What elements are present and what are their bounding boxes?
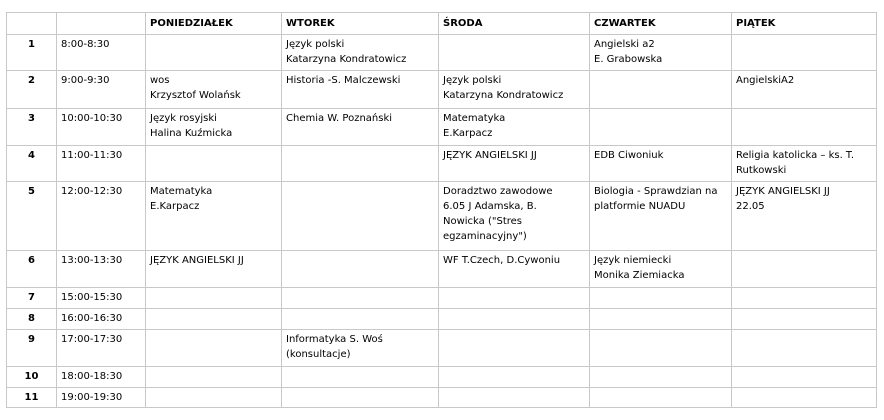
lesson-number: 3: [7, 109, 57, 146]
header-time: [57, 13, 146, 35]
lesson-number: 8: [7, 309, 57, 330]
cell-friday: [732, 367, 877, 388]
lesson-number: 1: [7, 35, 57, 71]
cell-monday: Matematyka E.Karpacz: [146, 182, 282, 251]
cell-thursday: [590, 367, 732, 388]
table-row: [7, 182, 877, 251]
lesson-number: 4: [7, 146, 57, 182]
cell-wednesday: Matematyka E.Karpacz: [439, 109, 590, 146]
cell-wednesday: [439, 309, 590, 330]
table-row: [7, 309, 877, 330]
cell-tuesday: [282, 182, 439, 251]
cell-wednesday: JĘZYK ANGIELSKI JJ: [439, 146, 590, 182]
cell-friday: [732, 388, 877, 408]
table-row: [7, 146, 877, 182]
cell-tuesday: [282, 309, 439, 330]
cell-thursday: EDB Ciwoniuk: [590, 146, 732, 182]
cell-thursday: [590, 330, 732, 367]
cell-monday: [146, 35, 282, 71]
header-friday: PIĄTEK: [732, 13, 877, 35]
cell-friday: JĘZYK ANGIELSKI JJ 22.05: [732, 182, 877, 251]
cell-thursday: [590, 288, 732, 309]
cell-friday: AngielskiA2: [732, 71, 877, 109]
cell-friday: [732, 109, 877, 146]
lesson-time: 17:00-17:30: [57, 330, 146, 367]
cell-friday: [732, 251, 877, 288]
lesson-number: 2: [7, 71, 57, 109]
cell-thursday: Biologia - Sprawdzian na platformie NUADU: [590, 182, 732, 251]
cell-monday: [146, 388, 282, 408]
lesson-time: 18:00-18:30: [57, 367, 146, 388]
cell-tuesday: [282, 367, 439, 388]
cell-thursday: [590, 388, 732, 408]
table-row: [7, 388, 877, 408]
cell-monday: wos Krzysztof Wolańsk: [146, 71, 282, 109]
table-row: [7, 35, 877, 71]
cell-friday: [732, 330, 877, 367]
cell-monday: JĘZYK ANGIELSKI JJ: [146, 251, 282, 288]
cell-monday: [146, 288, 282, 309]
cell-tuesday: Język polski Katarzyna Kondratowicz: [282, 35, 439, 71]
lesson-time: 11:00-11:30: [57, 146, 146, 182]
table-row: [7, 330, 877, 367]
cell-monday: [146, 309, 282, 330]
lesson-number: 11: [7, 388, 57, 408]
cell-friday: [732, 288, 877, 309]
cell-tuesday: [282, 251, 439, 288]
cell-thursday: Angielski a2 E. Grabowska: [590, 35, 732, 71]
cell-monday: [146, 146, 282, 182]
cell-monday: [146, 330, 282, 367]
lesson-time: 13:00-13:30: [57, 251, 146, 288]
table-row: [7, 109, 877, 146]
lesson-number: 10: [7, 367, 57, 388]
header-thursday: CZWARTEK: [590, 13, 732, 35]
cell-friday: [732, 309, 877, 330]
cell-tuesday: [282, 288, 439, 309]
cell-wednesday: [439, 388, 590, 408]
lesson-time: 19:00-19:30: [57, 388, 146, 408]
cell-tuesday: Chemia W. Poznański: [282, 109, 439, 146]
header-tuesday: WTOREK: [282, 13, 439, 35]
table-row: [7, 367, 877, 388]
header-wednesday: ŚRODA: [439, 13, 590, 35]
cell-thursday: [590, 309, 732, 330]
table-row: [7, 71, 877, 109]
cell-tuesday: [282, 388, 439, 408]
lesson-time: 10:00-10:30: [57, 109, 146, 146]
lesson-time: 12:00-12:30: [57, 182, 146, 251]
lesson-time: 8:00-8:30: [57, 35, 146, 71]
cell-wednesday: [439, 330, 590, 367]
cell-wednesday: [439, 367, 590, 388]
lesson-number: 7: [7, 288, 57, 309]
table-row: [7, 288, 877, 309]
table-row: [7, 251, 877, 288]
cell-tuesday: Historia -S. Malczewski: [282, 71, 439, 109]
cell-wednesday: Język polski Katarzyna Kondratowicz: [439, 71, 590, 109]
cell-wednesday: [439, 288, 590, 309]
lesson-number: 6: [7, 251, 57, 288]
cell-thursday: Język niemiecki Monika Ziemiacka: [590, 251, 732, 288]
lesson-time: 15:00-15:30: [57, 288, 146, 309]
lesson-time: 9:00-9:30: [57, 71, 146, 109]
cell-tuesday: Informatyka S. Woś (konsultacje): [282, 330, 439, 367]
cell-tuesday: [282, 146, 439, 182]
cell-wednesday: Doradztwo zawodowe 6.05 J Adamska, B. Nowicka ("Stres egzaminacyjny"): [439, 182, 590, 251]
schedule-container: [6, 12, 877, 408]
header-row: [7, 13, 877, 35]
cell-monday: Język rosyjski Halina Kuźmicka: [146, 109, 282, 146]
header-number: [7, 13, 57, 35]
lesson-time: 16:00-16:30: [57, 309, 146, 330]
cell-monday: [146, 367, 282, 388]
cell-friday: Religia katolicka – ks. T. Rutkowski: [732, 146, 877, 182]
cell-friday: [732, 35, 877, 71]
lesson-number: 5: [7, 182, 57, 251]
cell-wednesday: [439, 35, 590, 71]
cell-wednesday: WF T.Czech, D.Cywoniu: [439, 251, 590, 288]
cell-thursday: [590, 71, 732, 109]
schedule-table: [6, 12, 877, 408]
cell-thursday: [590, 109, 732, 146]
lesson-number: 9: [7, 330, 57, 367]
header-monday: PONIEDZIAŁEK: [146, 13, 282, 35]
